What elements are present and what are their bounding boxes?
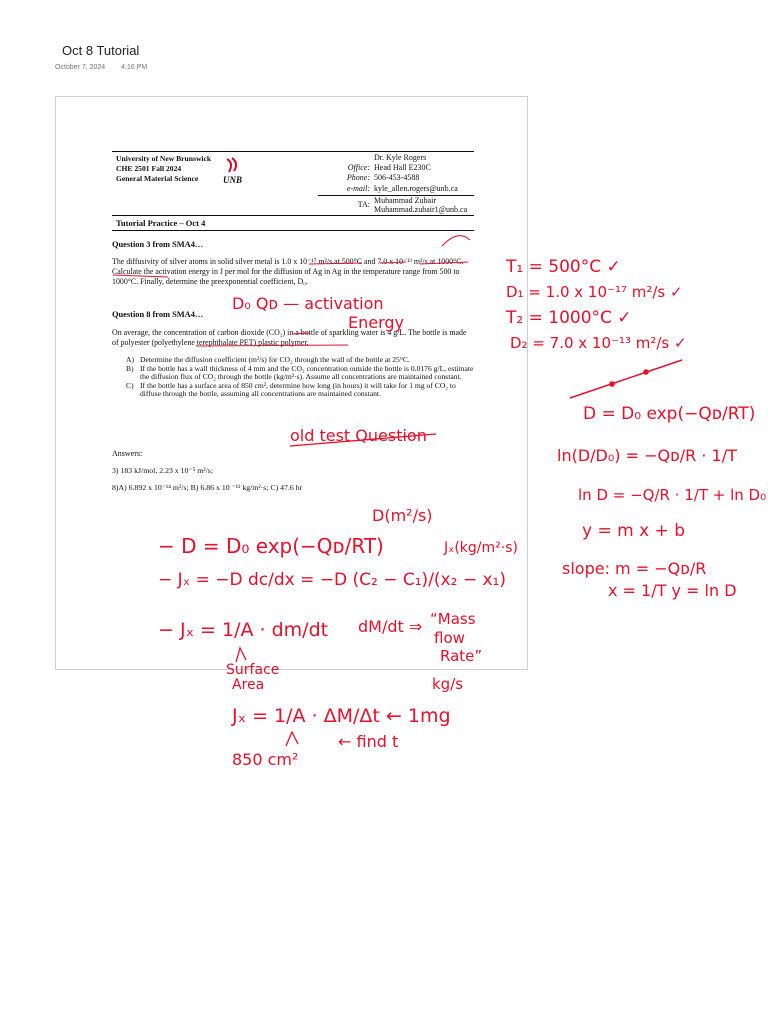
course-name: General Material Science: [116, 174, 199, 183]
email-value: kyle_allen.rogers@unb.ca: [374, 183, 458, 193]
note-surface: Surface: [226, 662, 280, 678]
note-old-test: old test Question: [290, 426, 427, 445]
underline-d2: [420, 262, 468, 264]
instructor-name: Dr. Kyle Rogers: [374, 153, 427, 162]
plot-point: [644, 370, 648, 374]
underline-t1: [380, 262, 406, 263]
university-name: University of New Brunswick: [116, 154, 212, 163]
note-title[interactable]: Oct 8 Tutorial: [62, 43, 140, 58]
eq-ln-line: ln D = −Q/R · 1/T + ln D₀: [578, 486, 767, 504]
underline-d1: [309, 263, 362, 264]
eq-slope: slope: m = −Qᴅ/R: [562, 559, 707, 578]
underline-co2: [292, 333, 310, 334]
eq-flux-mass: − Jₓ = 1/A · dm/dt: [158, 619, 329, 641]
underline-polyester: [196, 345, 348, 346]
note-flow: flow: [434, 629, 465, 647]
eq-x-y: x = 1/T y = ln D: [608, 581, 737, 600]
note-time: 4:16 PM: [121, 64, 148, 71]
list-item: C) If the bottle has a surface area of 850 cm², determine how long (in hours) it will take for 1 mg of CO₂ to diffuse through the bottle, assuming all concentrations are maintained constant.: [126, 380, 456, 399]
email-label: e-mail:: [346, 183, 370, 193]
eq-diffusion: − D = D₀ exp(−Qᴅ/RT): [158, 534, 384, 558]
unb-logo-text: UNB: [223, 175, 243, 185]
note-energy: Energy: [348, 313, 405, 332]
answer-q3: 3) 183 kJ/mol, 2.23 x 10⁻⁵ m²/s;: [112, 466, 214, 475]
note-rate: Rate”: [440, 647, 483, 665]
eq-y-line: y = m x + b: [582, 521, 685, 541]
given-t1: T₁ = 500°C ✓: [506, 257, 621, 277]
given-t2: T₂ = 1000°C ✓: [506, 308, 632, 328]
note-kgs: kg/s: [432, 675, 464, 693]
note-dmdt: dM/dt ⇒: [358, 617, 423, 636]
question-3-title: Question 3 from SMA4…: [112, 240, 204, 249]
eq-flux-final: Jₓ = 1/A · ΔM/Δt ← 1mg: [232, 705, 451, 727]
eq-arrhenius: D = D₀ exp(−Qᴅ/RT): [583, 404, 756, 424]
answers-heading: Answers:: [112, 449, 143, 458]
eq-ln-ratio: ln(D/D₀) = −Qᴅ/R · 1/T: [557, 446, 737, 465]
note-area-value: 850 cm²: [232, 750, 299, 769]
tutorial-title: Tutorial Practice – Oct 4: [116, 218, 206, 228]
line-sketch: [570, 360, 682, 398]
note-jx-units: Jₓ(kg/m²·s): [444, 540, 518, 556]
phone-value: 506-453-4588: [374, 173, 420, 183]
question-3-text: The diffusivity of silver atoms in solid silver metal is 1.0 x 10⁻¹⁷ m²/s at 500°C and 7.0 x 10⁻¹³ m²/s at 1000°C. Calculate the activation energy in J per mol for the diffusion of Ag in Ag in the temperature range from 500 to 1000°C. Finally, determine the preexponential coefficient, D₀.: [112, 257, 464, 286]
office-value: Head Hall E230C: [374, 163, 431, 173]
office-label: Office:: [347, 163, 370, 173]
eq-ficks-law: − Jₓ = −D dc/dx = −D (C₂ − C₁)/(x₂ − x₁): [158, 570, 506, 590]
arrow-up-icon: [286, 732, 298, 746]
list-item: A) Determine the diffusion coefficient (m²/s) for CO₂ through the wall of the bottle at 25°C.: [126, 355, 410, 364]
answer-q8: 8)A) 6.892 x 10⁻¹⁴ m²/s; B) 6.86 x 10 ⁻¹¹ kg/m²·s; C) 47.6 hr: [112, 483, 303, 492]
note-date: October 7, 2024: [55, 64, 106, 71]
underline-t2: [113, 275, 168, 277]
given-d2: D₂ = 7.0 x 10⁻¹³ m²/s ✓: [510, 334, 687, 352]
given-d1: D₁ = 1.0 x 10⁻¹⁷ m²/s ✓: [506, 283, 683, 301]
note-find-t: ← find t: [338, 732, 399, 751]
note-area: Area: [232, 677, 265, 693]
note-d0-activation: D₀ Qᴅ — activation: [232, 294, 384, 313]
ta-name: Muhammad Zubair: [374, 196, 436, 205]
list-item: B) If the bottle has a wall thickness of 4 mm and the CO₂ concentration outside the bottle is 0.0176 g/L, estimate the diffusion flux of CO₂ through the bottle (kg/m²·s). Assume all concentrations are maintained constant.: [126, 363, 474, 382]
phone-label: Phone:: [346, 173, 370, 183]
underline-marks: [113, 236, 470, 346]
plot-point: [610, 382, 614, 386]
ta-email: Muhammad.zubair1@unb.ca: [374, 205, 468, 214]
note-mass: “Mass: [430, 610, 476, 628]
question-8-text: On average, the concentration of carbon dioxide (CO₂) in a bottle of sparkling water is 4 g/L. The bottle is made of polyester (polyethylene terephthalate PET) plastic polymer.: [112, 328, 467, 347]
course-code: CHE 2501 Fall 2024: [116, 164, 182, 173]
tick-mark: [442, 236, 470, 246]
ta-label: TA:: [357, 200, 370, 209]
arrow-up-icon: [236, 648, 246, 662]
note-d-units: D(m²/s): [372, 506, 433, 525]
question-8-title: Question 8 from SMA4…: [112, 310, 204, 319]
